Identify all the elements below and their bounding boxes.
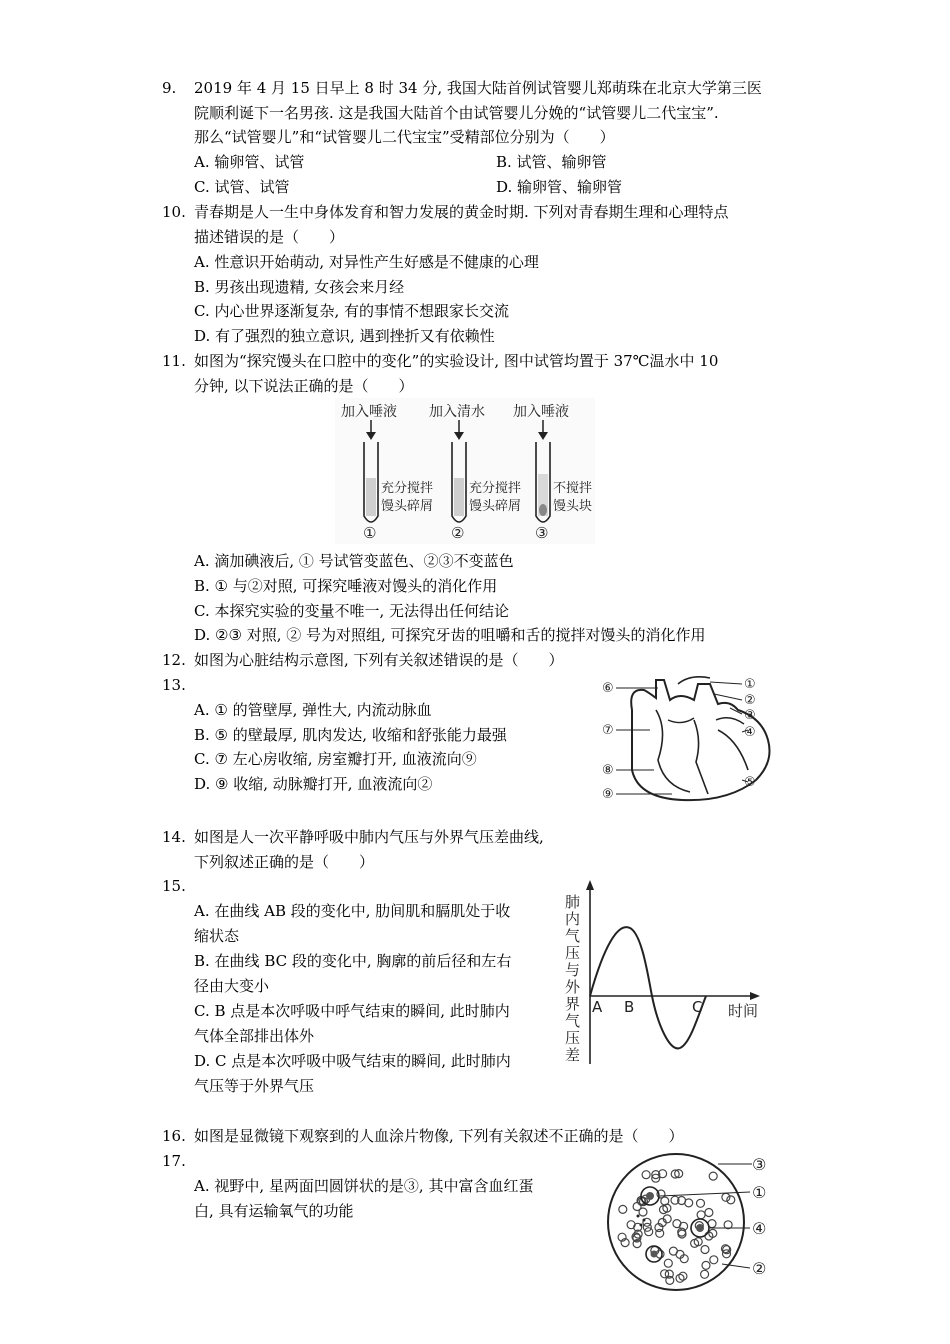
question-text-line: 如图是人一次平静呼吸中肺内气压与外界气压差曲线, bbox=[194, 828, 544, 846]
question-number: 13. bbox=[162, 676, 186, 694]
smear-label: ③ bbox=[752, 1155, 767, 1174]
option-b: B. ① 与②对照, 可探究唾液对馒头的消化作用 bbox=[194, 577, 498, 595]
question-text-line: 青春期是人一生中身体发育和智力发展的黄金时期. 下列对青春期生理和心理特点 bbox=[194, 203, 729, 221]
option-c: C. ⑦ 左心房收缩, 房室瓣打开, 血液流向⑨ bbox=[194, 750, 477, 768]
question-number: 11. bbox=[162, 352, 186, 370]
red-blood-cell bbox=[710, 1256, 718, 1264]
red-blood-cell bbox=[673, 1220, 681, 1228]
question-text-line: 如图是显微镜下观察到的人血涂片物像, 下列有关叙述不正确的是（ ） bbox=[194, 1127, 684, 1145]
option-c bbox=[194, 999, 510, 1049]
question-text-line: 如图为心脏结构示意图, 下列有关叙述错误的是（ ） bbox=[194, 651, 564, 669]
smear-label: ④ bbox=[752, 1219, 767, 1238]
question-number: 9. bbox=[162, 79, 177, 97]
option-c: C. 本探究实验的变量不唯一, 无法得出任何结论 bbox=[194, 602, 510, 620]
option-line: 气压等于外界气压 bbox=[194, 1077, 315, 1095]
option-line: C. B 点是本次呼吸中呼气结束的瞬间, 此时肺内 bbox=[194, 1002, 510, 1020]
red-blood-cell bbox=[701, 1270, 709, 1278]
tube-top-label: 加入唾液 bbox=[513, 404, 569, 420]
tube-top-label: 加入清水 bbox=[429, 404, 485, 420]
point-label-b: B bbox=[624, 998, 635, 1016]
question-number: 17. bbox=[162, 1152, 186, 1170]
option-b: B. 试管、输卵管 bbox=[496, 153, 607, 171]
option-d bbox=[194, 1049, 511, 1099]
question-text-line: 下列叙述正确的是（ ） bbox=[194, 852, 375, 871]
heart-label: ⑦ bbox=[602, 723, 614, 738]
heart-label: ⑤ bbox=[744, 775, 756, 790]
question-number: 15. bbox=[162, 877, 186, 895]
tube-number: ③ bbox=[535, 524, 549, 542]
option-a: A. 性意识开始萌动, 对异性产生好感是不健康的心理 bbox=[194, 253, 539, 271]
option-a: A. 输卵管、试管 bbox=[194, 153, 305, 171]
smear-label: ② bbox=[752, 1259, 767, 1278]
option-a bbox=[194, 899, 510, 949]
point-label-a: A bbox=[592, 998, 603, 1016]
heart-diagram bbox=[598, 670, 794, 810]
option-c: C. 试管、试管 bbox=[194, 178, 290, 196]
red-blood-cell bbox=[705, 1209, 713, 1217]
y-axis-label: 肺内气压与外界气压差 bbox=[563, 894, 581, 1064]
red-blood-cell bbox=[709, 1172, 717, 1180]
option-line: 气体全部排出体外 bbox=[194, 1027, 315, 1045]
question-text-line: 那么“试管婴儿”和“试管婴儿二代宝宝”受精部位分别为（ ） bbox=[194, 128, 615, 146]
option-line: D. C 点是本次呼吸中吸气结束的瞬间, 此时肺内 bbox=[194, 1052, 511, 1070]
question-text-line: 院顺利诞下一名男孩. 这是我国大陆首个由试管婴儿分娩的“试管婴儿二代宝宝”. bbox=[194, 103, 719, 122]
tube-side-label: 充分搅拌 bbox=[469, 481, 522, 496]
test-tube-figure bbox=[335, 398, 595, 544]
option-line: 径由大变小 bbox=[194, 977, 270, 995]
option-c: C. 内心世界逐渐复杂, 有的事情不想跟家长交流 bbox=[194, 302, 510, 320]
red-blood-cell bbox=[701, 1246, 709, 1254]
tube-side-label: 充分搅拌 bbox=[381, 481, 434, 496]
red-blood-cell bbox=[639, 1208, 647, 1216]
heart-label: ⑨ bbox=[602, 787, 614, 802]
x-axis-label: 时间 bbox=[728, 1002, 759, 1020]
option-d: D. 输卵管、输卵管 bbox=[496, 178, 623, 196]
heart-label: ③ bbox=[744, 708, 756, 723]
tube-side-label: 不搅拌 bbox=[553, 481, 593, 496]
option-a: A. ① 的管壁厚, 弹性大, 内流动脉血 bbox=[194, 701, 432, 719]
red-blood-cell bbox=[643, 1223, 651, 1231]
option-b: B. 男孩出现遗精, 女孩会来月经 bbox=[194, 278, 405, 296]
option-a: A. 滴加碘液后, ① 号试管变蓝色、②③不变蓝色 bbox=[194, 552, 514, 570]
tube-side-label: 馒头碎屑 bbox=[469, 499, 522, 514]
question-number: 14. bbox=[162, 828, 186, 846]
red-blood-cell bbox=[722, 1193, 730, 1201]
tube-top-label: 加入唾液 bbox=[341, 404, 397, 420]
smear-label: ① bbox=[752, 1183, 767, 1202]
red-blood-cell bbox=[702, 1261, 710, 1269]
option-d: D. ⑨ 收缩, 动脉瓣打开, 血液流向② bbox=[194, 775, 433, 793]
option-line: B. 在曲线 BC 段的变化中, 胸廓的前后径和左右 bbox=[194, 952, 512, 970]
heart-label: ⑥ bbox=[602, 681, 614, 696]
red-blood-cell bbox=[697, 1199, 705, 1207]
red-blood-cell bbox=[656, 1229, 664, 1237]
tube-number: ① bbox=[363, 524, 377, 542]
question-text-line: 如图为“探究馒头在口腔中的变化”的实验设计, 图中试管均置于 37℃温水中 10 bbox=[194, 352, 719, 370]
red-blood-cell bbox=[664, 1259, 672, 1267]
tube-number: ② bbox=[451, 524, 465, 542]
option-line: 白, 具有运输氧气的功能 bbox=[194, 1202, 354, 1220]
option-b: B. ⑤ 的壁最厚, 肌肉发达, 收缩和舒张能力最强 bbox=[194, 726, 507, 744]
pressure-curve-figure bbox=[560, 876, 780, 1072]
option-b bbox=[194, 949, 511, 999]
option-line: A. 在曲线 AB 段的变化中, 肋间肌和膈肌处于收 bbox=[194, 902, 511, 920]
red-blood-cell bbox=[642, 1171, 650, 1179]
option-line: A. 视野中, 星两面凹圆饼状的是③, 其中富含血红蛋 bbox=[194, 1177, 534, 1195]
option-line: 缩状态 bbox=[194, 927, 240, 945]
question-number: 16. bbox=[162, 1127, 186, 1145]
heart-label: ⑧ bbox=[602, 763, 614, 778]
point-label-c: C bbox=[692, 998, 703, 1016]
red-blood-cell bbox=[697, 1211, 705, 1219]
question-number: 12. bbox=[162, 651, 186, 669]
heart-label: ② bbox=[744, 693, 756, 708]
red-blood-cell bbox=[619, 1205, 627, 1213]
heart-label: ① bbox=[744, 677, 756, 692]
question-text-line: 描述错误的是（ ） bbox=[194, 227, 345, 246]
tube-side-label: 馒头块 bbox=[553, 499, 593, 514]
question-number: 10. bbox=[162, 203, 186, 221]
blood-smear-figure bbox=[600, 1150, 780, 1298]
red-blood-cells bbox=[618, 1170, 735, 1285]
option-a bbox=[194, 1174, 533, 1224]
question-text-line: 2019 年 4 月 15 日早上 8 时 34 分, 我国大陆首例试管婴儿郑萌珠在北京大学第三医 bbox=[194, 79, 762, 97]
question-text-line: 分钟, 以下说法正确的是（ ） bbox=[194, 376, 414, 395]
heart-label: ④ bbox=[744, 725, 756, 740]
option-d: D. 有了强烈的独立意识, 遇到挫折又有依赖性 bbox=[194, 327, 495, 345]
option-d: D. ②③ 对照, ② 号为对照组, 可探究牙齿的咀嚼和舌的搅拌对馒头的消化作用 bbox=[194, 626, 706, 644]
tube-side-label: 馒头碎屑 bbox=[381, 499, 434, 514]
red-blood-cell bbox=[727, 1196, 735, 1204]
